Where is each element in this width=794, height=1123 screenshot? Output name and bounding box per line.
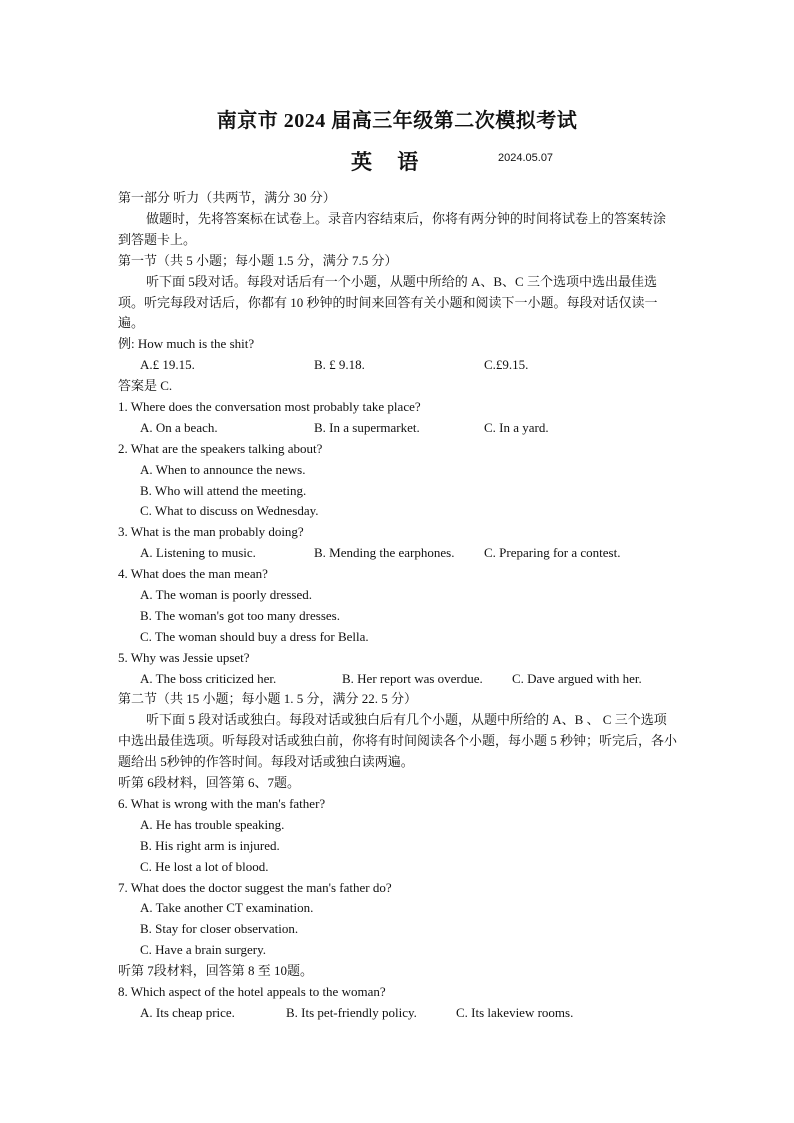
q1-option-c: C. In a yard. bbox=[484, 419, 549, 435]
q4-option-b: B. The woman's got too many dresses. bbox=[140, 607, 340, 623]
section1-instruction: 听下面 5段对话。每段对话后有一个小题，从题中所给的 A、B、C 三个选项中选出最佳选项。听完每段对话后，你都有 10 秒钟的时间来回答有关小题和阅读下一小题。每段对话仅读一遍。 bbox=[118, 273, 658, 331]
q7-option-a: A. Take another CT examination. bbox=[140, 900, 314, 916]
question-8: 8. Which aspect of the hotel appeals to the woman? bbox=[118, 983, 386, 999]
example-option-a: A.£ 19.15. bbox=[140, 357, 195, 373]
question-5-options bbox=[118, 669, 678, 690]
q8-option-a: A. Its cheap price. bbox=[140, 1004, 235, 1020]
question-2: 2. What are the speakers talking about? bbox=[118, 440, 323, 456]
question-1: 1. Where does the conversation most probably take place? bbox=[118, 398, 421, 414]
example-question: 例: How much is the shit? bbox=[118, 336, 255, 352]
example-option-c: C.£9.15. bbox=[484, 357, 529, 373]
q5-option-c: C. Dave argued with her. bbox=[512, 670, 642, 686]
q4-option-c: C. The woman should buy a dress for Bella. bbox=[140, 628, 369, 644]
q8-option-b: B. Its pet-friendly policy. bbox=[286, 1004, 417, 1020]
question-1-options bbox=[118, 418, 678, 439]
question-5: 5. Why was Jessie upset? bbox=[118, 649, 250, 665]
q1-option-a: A. On a beach. bbox=[140, 419, 218, 435]
subject-title: 英 语 bbox=[351, 150, 429, 174]
q7-option-b: B. Stay for closer observation. bbox=[140, 921, 299, 937]
q3-option-c: C. Preparing for a contest. bbox=[484, 545, 621, 561]
q8-option-c: C. Its lakeview rooms. bbox=[456, 1004, 574, 1020]
example-options bbox=[118, 355, 678, 376]
question-3-options bbox=[118, 543, 678, 564]
q2-option-c: C. What to discuss on Wednesday. bbox=[140, 503, 319, 519]
q5-option-a: A. The boss criticized her. bbox=[140, 670, 277, 686]
example-answer: 答案是 C. bbox=[118, 378, 173, 394]
q2-option-b: B. Who will attend the meeting. bbox=[140, 482, 307, 498]
q6-option-a: A. He has trouble speaking. bbox=[140, 816, 285, 832]
group-2-label: 听第 7段材料，回答第 8 至 10题。 bbox=[118, 963, 314, 979]
exam-body bbox=[118, 188, 678, 1024]
question-4: 4. What does the man mean? bbox=[118, 566, 268, 582]
example-option-b: B. £ 9.18. bbox=[314, 357, 365, 373]
question-8-options bbox=[118, 1003, 678, 1024]
exam-date: 2024.05.07 bbox=[498, 152, 554, 164]
part1-instruction: 做题时，先将答案标在试卷上。录音内容结束后，你将有两分钟的时间将试卷上的答案转涂到答题卡上。 bbox=[118, 210, 667, 247]
q5-option-b: B. Her report was overdue. bbox=[342, 670, 483, 686]
q3-option-b: B. Mending the earphones. bbox=[314, 545, 455, 561]
q3-option-a: A. Listening to music. bbox=[140, 545, 256, 561]
question-6: 6. What is wrong with the man's father? bbox=[118, 795, 326, 811]
part1-heading: 第一部分 听力（共两节，满分 30 分） bbox=[118, 190, 336, 205]
q4-option-a: A. The woman is poorly dressed. bbox=[140, 587, 312, 602]
question-3: 3. What is the man probably doing? bbox=[118, 524, 304, 540]
q6-option-b: B. His right arm is injured. bbox=[140, 837, 280, 853]
section2-instruction: 听下面 5 段对话或独白。每段对话或独白后有几个小题，从题中所给的 A、B 、 C 三个选项中选出最佳选项。听每段对话或独白前，你将有时间阅读各个小题，每小题 5 秒钟；听完后，各小题给出 5秒钟的作答时间。每段对话或独白读两遍。 bbox=[118, 712, 678, 770]
question-7: 7. What does the doctor suggest the man's father do? bbox=[118, 879, 392, 895]
section2-heading: 第二节（共 15 小题；每小题 1. 5 分，满分 22. 5 分） bbox=[118, 691, 418, 707]
q7-option-c: C. Have a brain surgery. bbox=[140, 942, 266, 958]
section1-heading: 第一节（共 5 小题；每小题 1.5 分，满分 7.5 分） bbox=[118, 252, 398, 268]
exam-title: 南京市 2024 届高三年级第二次模拟考试 bbox=[216, 110, 578, 132]
q1-option-b: B. In a supermarket. bbox=[314, 419, 420, 435]
q6-option-c: C. He lost a lot of blood. bbox=[140, 858, 269, 874]
group-1-label: 听第 6段材料，回答第 6、7题。 bbox=[118, 775, 301, 791]
q2-option-a: A. When to announce the news. bbox=[140, 461, 306, 477]
